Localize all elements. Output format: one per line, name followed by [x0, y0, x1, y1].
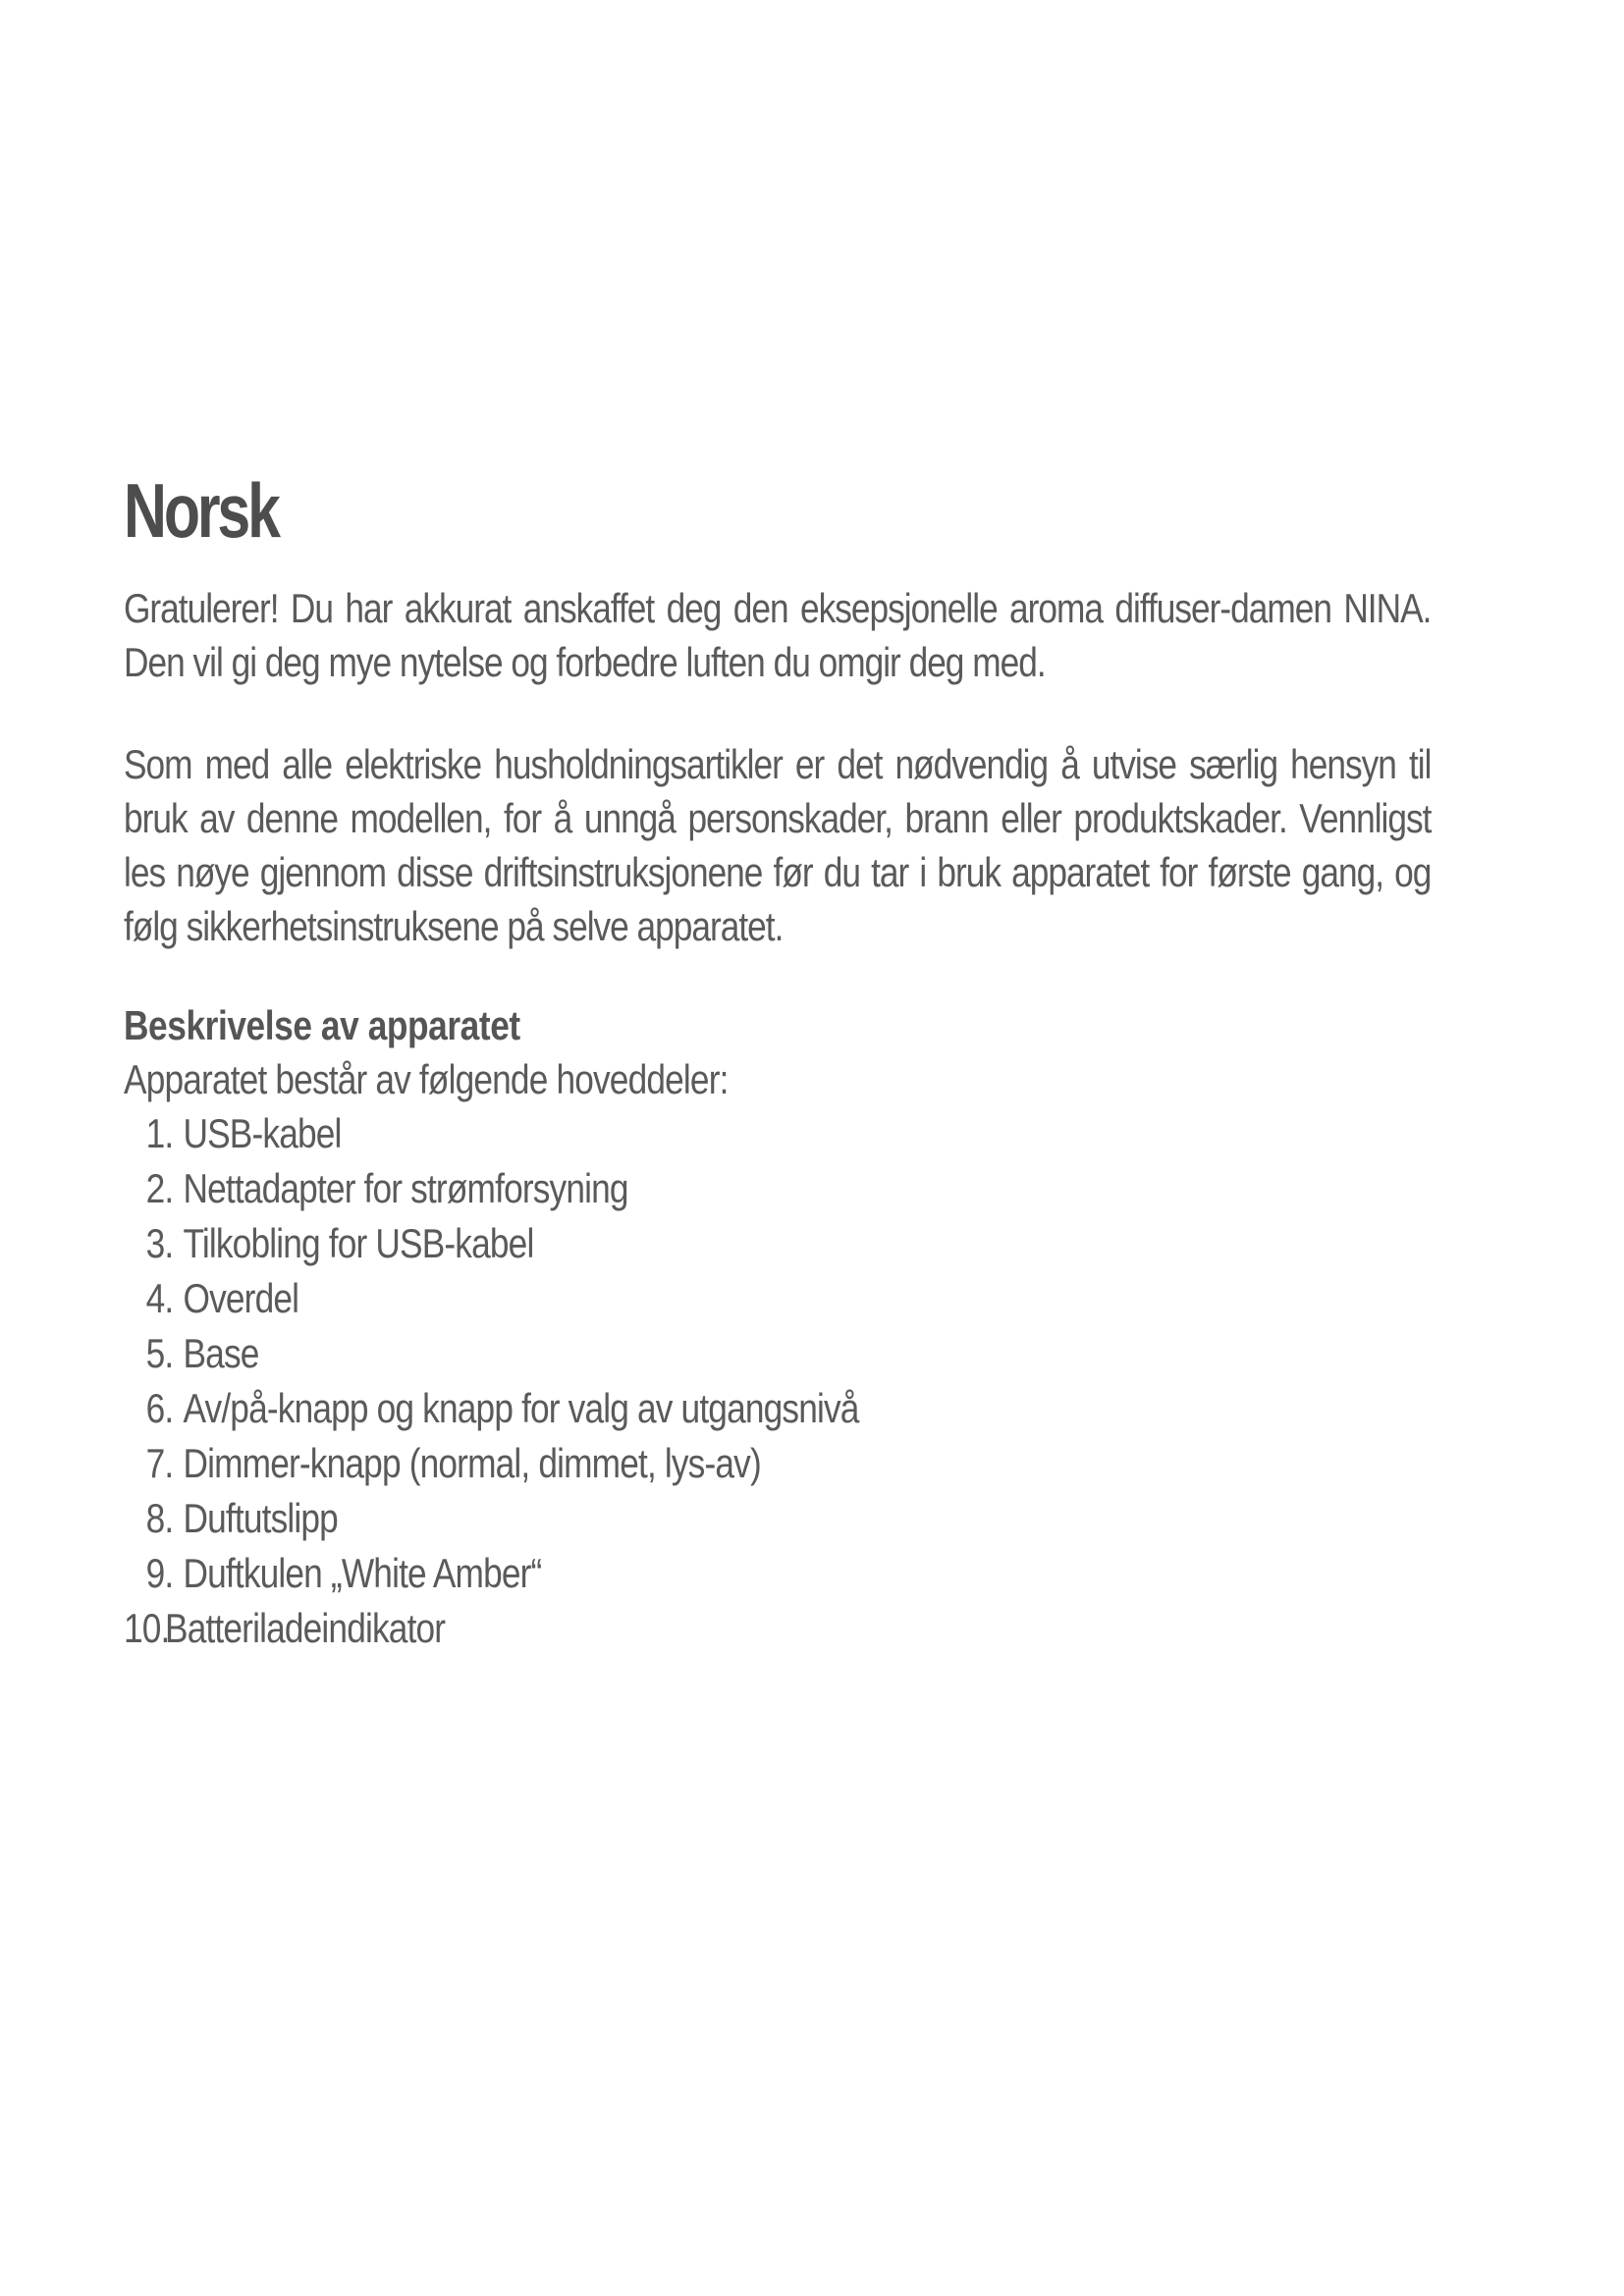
list-item-label: Nettadapter for strømforsyning: [183, 1165, 628, 1211]
safety-paragraph: Som med alle elektriske husholdningsartikler er det nødvendig å utvise særlig hensyn til bruk av denne modellen, for å unngå personskader, brann eller produktskader. Vennligst les nøye gjennom disse driftsinstruksjonene før du tar i bruk apparatet for første gang, og følg sikkerhetsinstruksene på selve apparatet.: [124, 741, 1432, 949]
list-item-label: USB-kabel: [183, 1110, 342, 1156]
list-item-label: Batteriladeindikator: [165, 1605, 446, 1651]
list-item: [124, 1436, 1220, 1491]
list-item: [124, 1216, 1220, 1271]
section-intro: Apparatet består av følgende hoveddeler:: [124, 1056, 729, 1102]
list-item-number: 10.: [124, 1605, 170, 1651]
list-item-number: 1.: [145, 1110, 174, 1156]
list-item-number: 8.: [145, 1495, 174, 1541]
list-item: [124, 1326, 1220, 1381]
list-item-label: Base: [183, 1330, 259, 1376]
list-item-label: Dimmer-knapp (normal, dimmet, lys-av): [183, 1440, 761, 1486]
list-item-number: 5.: [145, 1330, 174, 1376]
list-item-number: 9.: [145, 1550, 174, 1596]
list-item-number: 7.: [145, 1440, 174, 1486]
list-item-number: 2.: [145, 1165, 174, 1211]
list-item-label: Tilkobling for USB-kabel: [183, 1220, 534, 1266]
list-item: [124, 1491, 1220, 1546]
list-item-label: Av/på-knapp og knapp for valg av utgangsnivå: [183, 1385, 859, 1431]
document-page: [124, 461, 1430, 1656]
section-title: Beskrivelse av apparatet: [124, 1002, 520, 1048]
list-item: [124, 1601, 1220, 1656]
list-item-number: 6.: [145, 1385, 174, 1431]
list-item: [124, 1381, 1220, 1436]
list-item: [124, 1271, 1220, 1326]
list-item: [124, 1161, 1220, 1216]
list-item-number: 3.: [145, 1220, 174, 1266]
page-title: Norsk: [124, 467, 278, 554]
list-item: [124, 1546, 1220, 1601]
parts-list: [124, 1106, 1430, 1656]
list-item-number: 4.: [145, 1275, 174, 1321]
list-item-label: Overdel: [183, 1275, 299, 1321]
intro-paragraph: Gratulerer! Du har akkurat anskaffet deg den eksepsjonelle aroma diffuser-damen NINA. Den vil gi deg mye nytelse og forbedre luften du omgir deg med.: [124, 585, 1432, 685]
list-item-label: Duftkulen „White Amber“: [183, 1550, 542, 1596]
list-item-label: Duftutslipp: [183, 1495, 338, 1541]
list-item: [124, 1106, 1220, 1161]
